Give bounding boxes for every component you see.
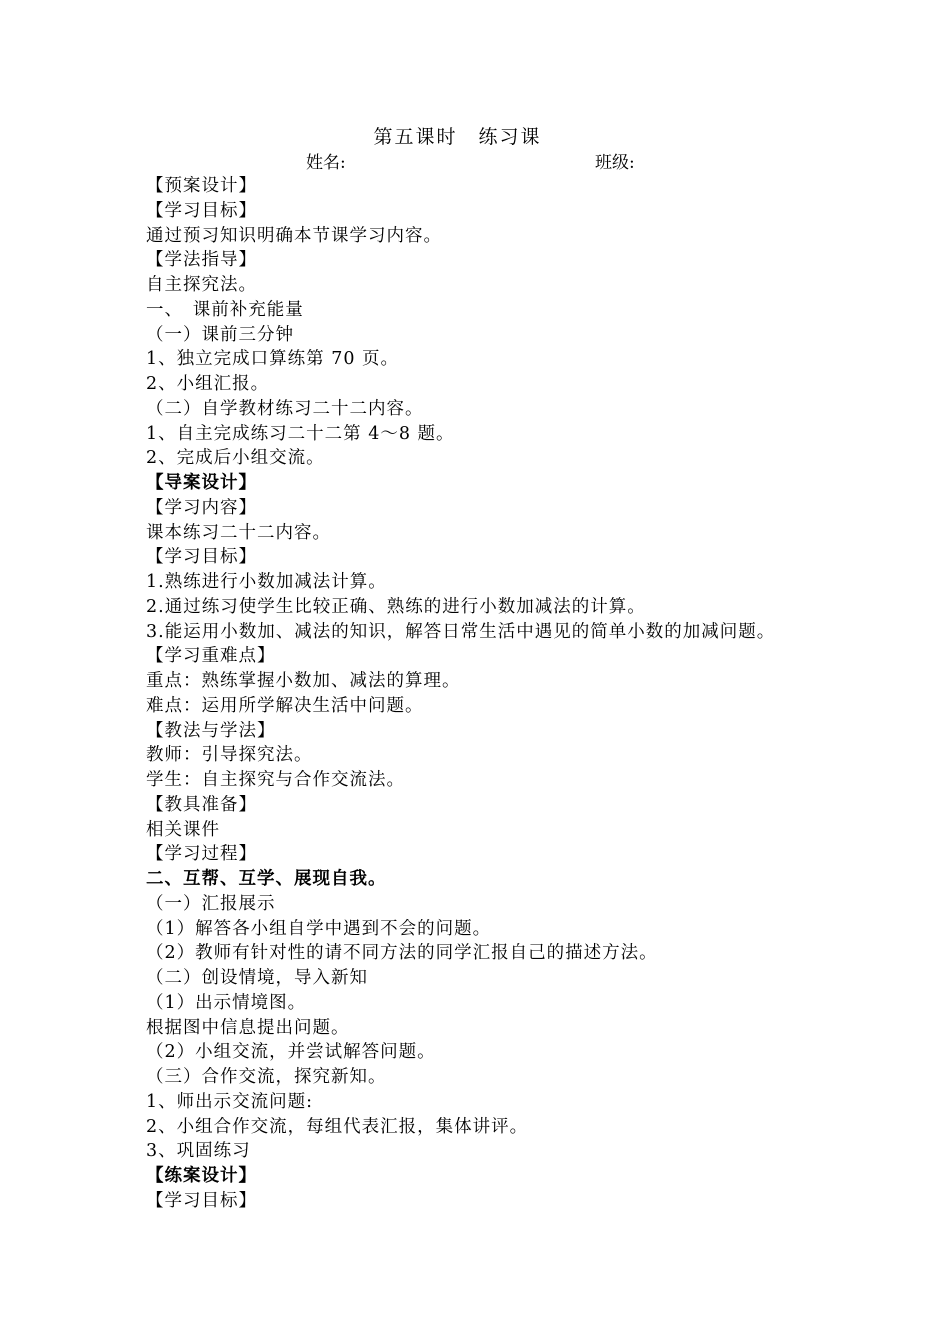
text-line: 1.熟练进行小数加减法计算。 [146, 572, 387, 592]
text-line: 【学习内容】 [146, 497, 257, 518]
text-line: 难点：运用所学解决生活中问题。 [146, 695, 424, 716]
student-info-row [0, 151, 950, 175]
text-line: （二）创设情境，导入新知 [146, 968, 368, 988]
text-line: 1、独立完成口算练第 70 页。 [146, 349, 400, 370]
text-line: 自主探究法。 [146, 275, 257, 295]
text-line: （1）出示情境图。 [146, 992, 307, 1013]
text-line: 3.能运用小数加、减法的知识，解答日常生活中遇见的简单小数的加减问题。 [146, 621, 776, 642]
text-line: 2.通过练习使学生比较正确、熟练的进行小数加减法的计算。 [146, 596, 646, 617]
text-line: 二、互帮、互学、展现自我。 [146, 869, 387, 889]
text-line: 一、 课前补充能量 [146, 299, 304, 320]
text-line: 2、小组汇报。 [146, 374, 270, 394]
text-line: 重点：熟练掌握小数加、减法的算理。 [146, 671, 461, 691]
text-line: 【学习重难点】 [146, 646, 276, 667]
text-line: 2、小组合作交流，每组代表汇报，集体讲评。 [146, 1116, 529, 1137]
text-line: 相关课件 [146, 819, 220, 840]
text-line: 【教具准备】 [146, 794, 257, 815]
text-line: 1、师出示交流问题: [146, 1091, 314, 1112]
text-line: 教师：引导探究法。 [146, 745, 313, 766]
text-line: 通过预习知识明确本节课学习内容。 [146, 225, 442, 246]
text-line: 【学习目标】 [146, 1190, 257, 1211]
text-line: 【学习目标】 [146, 547, 257, 568]
text-line: 3、巩固练习 [146, 1141, 251, 1162]
text-line: 根据图中信息提出问题。 [146, 1017, 350, 1038]
text-line: 【学习过程】 [146, 844, 257, 865]
text-line: 【预案设计】 [146, 176, 257, 196]
text-line: 【学习目标】 [146, 200, 257, 221]
class-label: 班级: [595, 153, 635, 173]
name-label: 姓名: [306, 153, 346, 173]
text-line: 1、自主完成练习二十二第 4～8 题。 [146, 423, 455, 444]
text-line: （三）合作交流，探究新知。 [146, 1067, 387, 1087]
text-line: （2）小组交流，并尝试解答问题。 [146, 1042, 436, 1063]
page-title: 第五课时 练习课 [373, 126, 542, 148]
document-body [146, 174, 946, 1214]
text-line: （2）教师有针对性的请不同方法的同学汇报自己的描述方法。 [146, 943, 658, 964]
text-line: （一）课前三分钟 [146, 324, 294, 345]
text-line: 2、完成后小组交流。 [146, 448, 325, 469]
text-line: 课本练习二十二内容。 [146, 522, 331, 543]
text-line: （一）汇报展示 [146, 893, 276, 914]
text-line: 【导案设计】 [146, 473, 257, 493]
text-line: 【教法与学法】 [146, 720, 276, 741]
text-line: 【学法指导】 [146, 250, 257, 271]
text-line: （1）解答各小组自学中遇到不会的问题。 [146, 918, 492, 939]
text-line: 学生：自主探究与合作交流法。 [146, 770, 405, 790]
text-line: 【练案设计】 [146, 1166, 257, 1186]
text-line: （二）自学教材练习二十二内容。 [146, 398, 424, 419]
